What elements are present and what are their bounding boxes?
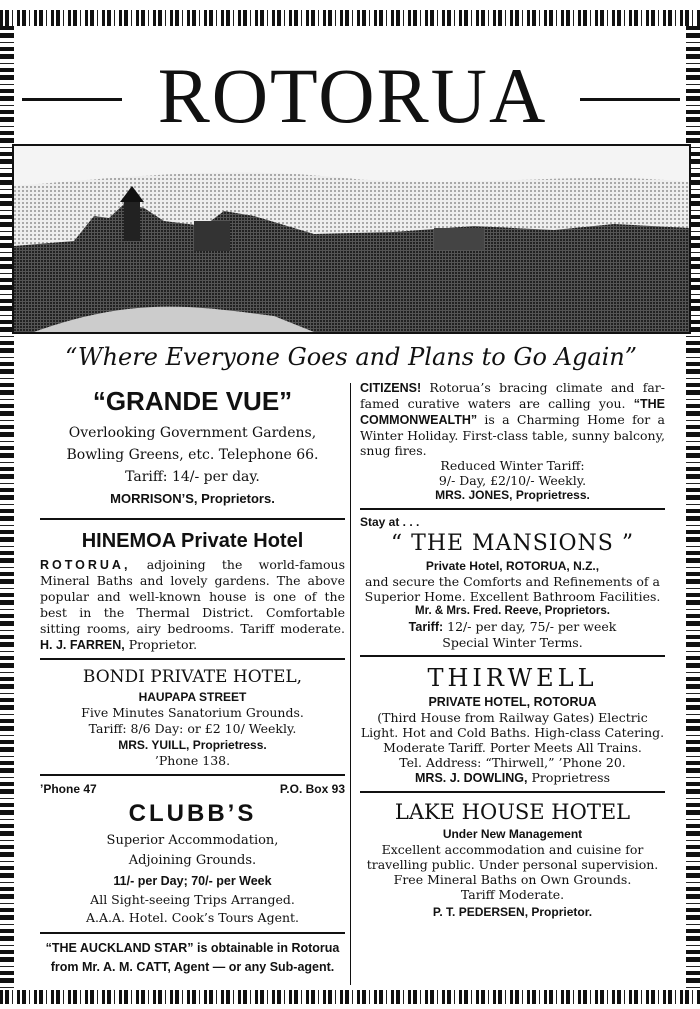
hinemoa-description	[40, 557, 345, 653]
lake-house-line3: Tariff Moderate.	[460, 887, 565, 902]
commonwealth-lead: CITIZENS!	[360, 381, 422, 395]
thirwell-proprietress-line	[360, 770, 665, 786]
hinemoa-place: ROTORUA,	[40, 558, 131, 572]
decorative-border-bottom	[0, 990, 700, 1004]
hinemoa-proprietor-name: H. J. FARREN,	[40, 638, 125, 652]
hinemoa-proprietor-title: Proprietor.	[124, 637, 198, 652]
grande-vue-line2: Bowling Greens, etc. Telephone 66.	[66, 447, 319, 463]
commonwealth-proprietress: MRS. JONES, Proprietress.	[435, 488, 590, 502]
hinemoa-name: HINEMOA Private Hotel	[81, 530, 304, 552]
grande-vue-proprietors: MORRISON’S, Proprietors.	[110, 491, 275, 506]
bondi-line2: Tariff: 8/6 Day: or £2 10/ Weekly.	[88, 721, 297, 736]
lake-house-line2: Free Mineral Baths on Own Grounds.	[393, 872, 632, 887]
lake-house-proprietor: P. T. PEDERSEN, Proprietor.	[432, 905, 593, 919]
mansions-intro: Stay at . . .	[360, 515, 420, 529]
thirwell-proprietress: MRS. J. DOWLING,	[415, 771, 528, 785]
mansions-special: Special Winter Terms.	[442, 635, 583, 650]
grande-vue-name: “GRANDE VUE”	[92, 386, 293, 416]
title-rule-left	[22, 98, 122, 101]
mansions-text: and secure the Comforts and Refinements of a Superior Home. Excellent Bathroom Facilities.	[364, 574, 661, 604]
commonwealth-reduced: Reduced Winter Tariff:	[440, 458, 585, 473]
thirwell-sub: PRIVATE HOTEL, ROTORUA	[428, 695, 597, 709]
slogan: “Where Everyone Goes and Plans to Go Again”	[64, 343, 638, 371]
divider	[40, 518, 345, 520]
thirwell-address: Tel. Address: “Thirwell,” ’Phone 20.	[399, 755, 626, 770]
lake-house-text: Excellent accommodation and cuisine for travelling public. Under personal supervision.	[366, 842, 659, 872]
landscape-illustration	[14, 146, 689, 332]
commonwealth-description	[360, 380, 665, 458]
left-column	[40, 380, 345, 977]
commonwealth-name: “THE COMMONWEALTH”	[360, 397, 665, 427]
grande-vue-line1: Overlooking Government Gardens,	[68, 425, 317, 441]
clubbs-line2: Adjoining Grounds.	[128, 853, 257, 868]
clubbs-contact-row	[40, 781, 345, 797]
commonwealth-tariff: 9/- Day, £2/10/- Weekly.	[438, 473, 587, 488]
ad-grande-vue	[40, 380, 345, 510]
bondi-street: HAUPAPA STREET	[138, 690, 247, 704]
bondi-name: BONDI PRIVATE HOTEL,	[82, 667, 303, 687]
thirwell-name: THIRWELL	[427, 664, 598, 692]
ad-bondi	[40, 665, 345, 769]
ad-auckland-star	[40, 939, 345, 977]
mansions-proprietors: Mr. & Mrs. Fred. Reeve, Proprietors.	[415, 605, 610, 617]
divider	[40, 932, 345, 934]
ad-thirwell	[360, 662, 665, 786]
ad-clubbs	[40, 781, 345, 927]
clubbs-line1: Superior Accommodation,	[106, 833, 279, 848]
mansions-tariff: 12/- per day, 75/- per week	[443, 619, 617, 634]
ad-commonwealth	[360, 380, 665, 503]
lake-house-sub: Under New Management	[442, 827, 583, 841]
ad-lake-house	[360, 798, 665, 922]
clubbs-box: P.O. Box 93	[279, 782, 345, 796]
clubbs-name: CLUBB’S	[128, 800, 257, 827]
divider	[40, 658, 345, 660]
right-column	[360, 380, 665, 922]
bondi-line1: Five Minutes Sanatorium Grounds.	[81, 705, 304, 720]
thirwell-proprietress-title: Proprietress	[527, 770, 610, 785]
divider	[360, 508, 665, 510]
clubbs-line3: All Sight-seeing Trips Arranged.	[90, 892, 295, 907]
hinemoa-text: adjoining the world-famous Mineral Baths and lovely gardens. The above popular and well-known house is one of the best in the Thermal District. Comfortable sitting rooms, airy bedrooms. Tariff moderate.	[40, 557, 345, 636]
grande-vue-tariff: Tariff: 14/- per day.	[125, 469, 260, 485]
divider	[360, 791, 665, 793]
lake-house-name: LAKE HOUSE HOTEL	[394, 800, 631, 824]
auckland-star-notice: “THE AUCKLAND STAR” is obtainable in Rotorua from Mr. A. M. CATT, Agent — or any Sub-agent.	[45, 941, 340, 974]
bondi-proprietress: MRS. YUILL, Proprietress.	[118, 738, 267, 752]
divider	[360, 655, 665, 657]
column-divider	[350, 383, 351, 985]
divider	[40, 774, 345, 776]
ad-hinemoa	[40, 525, 345, 653]
mansions-tariff-label: Tariff:	[408, 620, 444, 634]
decorative-border-top	[0, 10, 700, 26]
rotorua-photograph	[12, 144, 691, 334]
commonwealth-text2: is a Charming Home for a Winter Holiday. First-class table, sunny balcony, snug fires.	[360, 412, 665, 458]
thirwell-text: (Third House from Railway Gates) Electric Light. Hot and Cold Baths. High-class Catering. Moderate Tariff. Porter Meets All Trains.	[360, 710, 665, 755]
mansions-sub: Private Hotel, ROTORUA, N.Z.,	[425, 559, 600, 573]
commonwealth-text1: Rotorua’s bracing climate and far-famed curative waters are calling you.	[360, 380, 665, 411]
title-rule-right	[580, 98, 680, 101]
page-title: ROTORUA	[157, 52, 548, 139]
clubbs-line4: A.A.A. Hotel. Cook’s Tours Agent.	[85, 910, 300, 925]
bondi-phone: ’Phone 138.	[154, 753, 231, 768]
mansions-tariff-line	[360, 619, 665, 635]
clubbs-tariff: 11/- per Day; 70/- per Week	[113, 874, 272, 888]
mansions-name: “ THE MANSIONS ”	[390, 531, 635, 556]
ad-mansions	[360, 515, 665, 650]
clubbs-phone: ’Phone 47	[40, 782, 97, 796]
